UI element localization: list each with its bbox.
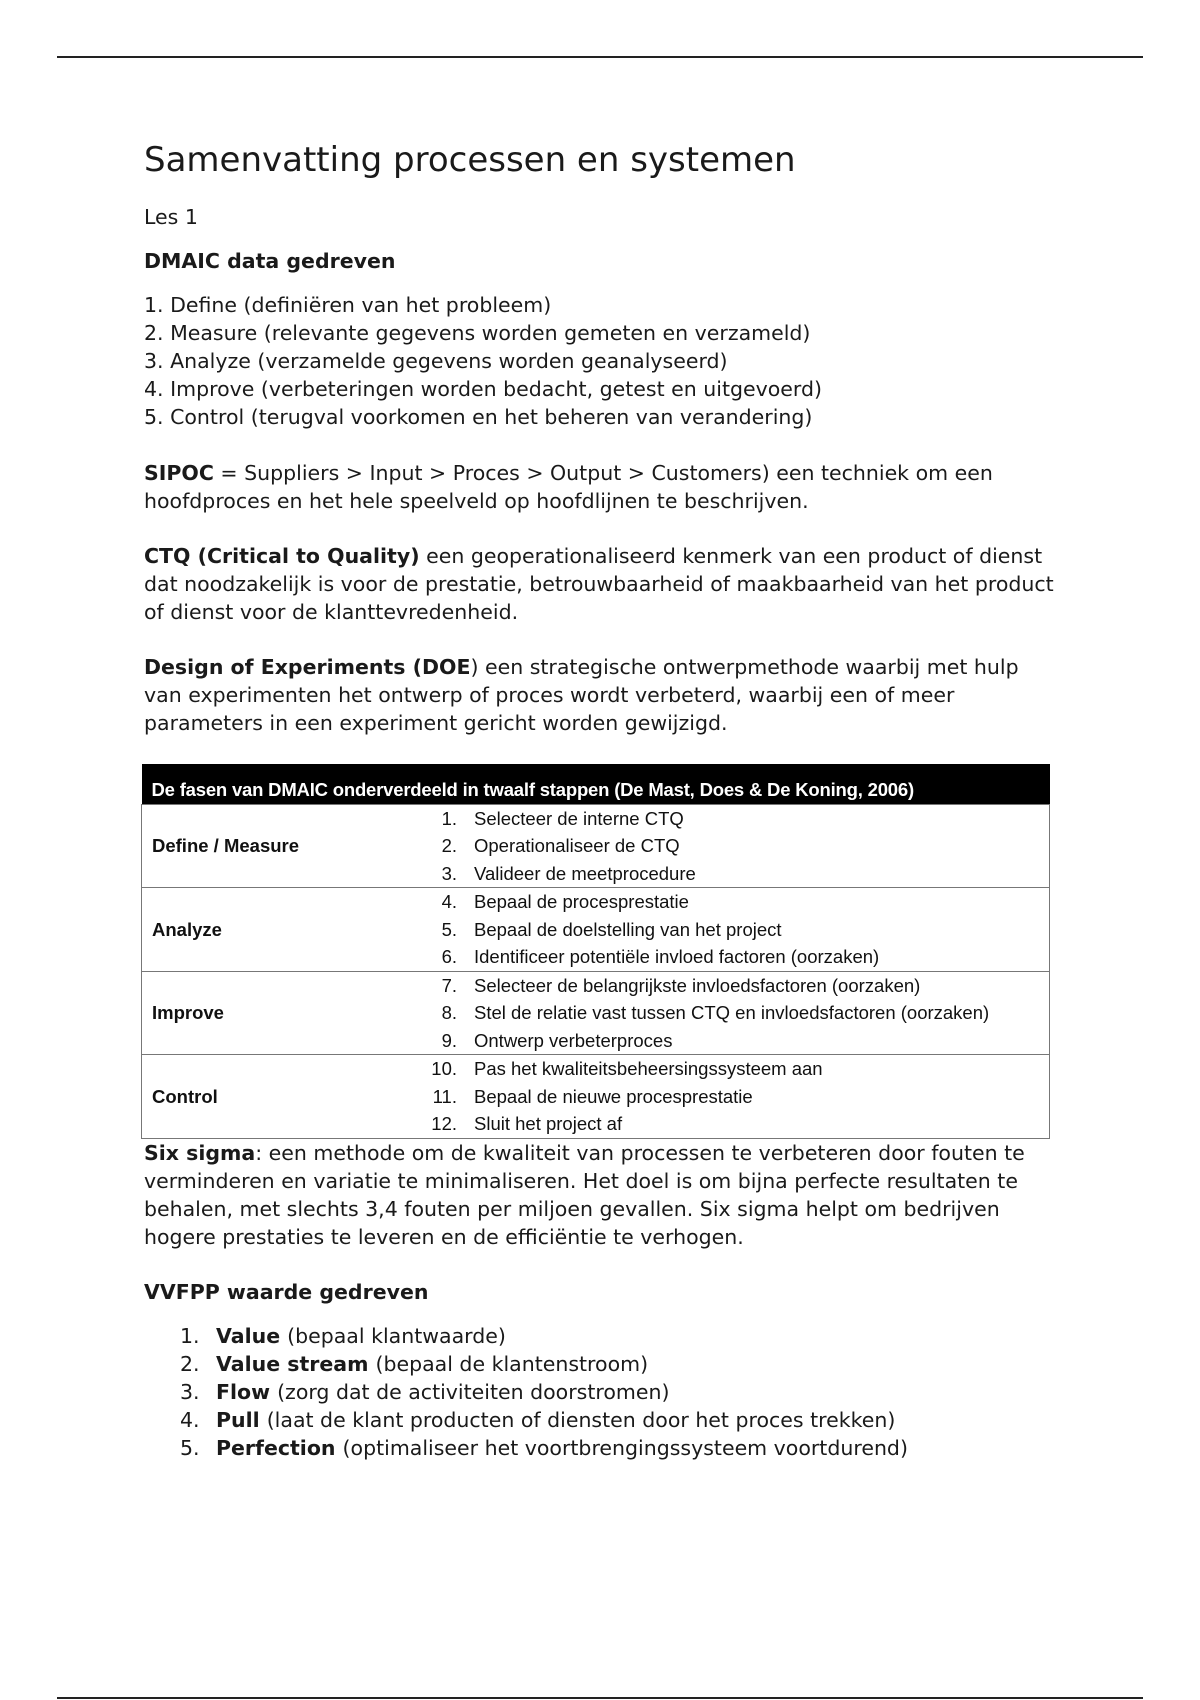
step-number: 6. [441,946,457,968]
step-number: 3. [441,862,457,884]
doe-term: Design of Experiments (DOE [144,654,471,679]
step-item [423,1027,1049,1055]
list-term: Perfection [216,1435,336,1460]
step-item [423,916,1049,944]
list-text: (zorg dat de activiteiten doorstromen) [277,1379,670,1404]
phase-cell: Control [142,1055,424,1139]
step-item [423,1055,1049,1083]
ctq-paragraph [144,542,1054,626]
list-item [144,1322,1054,1350]
list-number: 3. [180,1379,200,1404]
phase-cell: Analyze [142,888,424,972]
step-number: 12. [431,1113,457,1135]
dmaic-phases-table [141,764,1050,1139]
list-item: 3. Analyze (verzamelde gegevens worden geanalyseerd) [144,348,728,373]
list-number: 4. [180,1407,200,1432]
vvfpp-heading: VVFPP waarde gedreven [144,1279,429,1304]
steps-cell [423,804,1050,888]
table-row [142,888,1050,972]
step-number: 11. [432,1085,457,1107]
dmaic-heading: DMAIC data gedreven [144,248,396,273]
step-number: 7. [441,974,457,996]
list-term: Pull [216,1407,260,1432]
list-item [144,1434,1054,1462]
six-sigma-text: : een methode om de kwaliteit van processen te verbeteren door fouten te verminderen en variatie te minimaliseren. Het doel is om bijna perfecte resultaten te behalen, met slechts 3,4 fouten per miljoen gevallen. Six sigma helpt om bedrijven hogere prestaties te leveren en de efficiëntie te verhogen. [144,1140,1025,1249]
steps-cell [423,1055,1050,1139]
step-item [423,860,1049,888]
list-term: Value [216,1323,281,1348]
step-text: Bepaal de nieuwe procesprestatie [474,1085,753,1107]
list-item [144,1378,1054,1406]
step-item [423,832,1049,860]
step-number: 1. [441,807,457,829]
step-text: Bepaal de procesprestatie [474,891,689,913]
table-row [142,804,1050,888]
step-text: Valideer de meetprocedure [474,862,696,884]
lesson-label: Les 1 [144,204,198,229]
phase-cell: Define / Measure [142,804,424,888]
step-text: Selecteer de belangrijkste invloedsfactoren (oorzaken) [474,974,921,996]
list-item: 2. Measure (relevante gegevens worden gemeten en verzameld) [144,320,811,345]
doe-paragraph [144,653,1054,737]
step-text: Ontwerp verbeterproces [474,1029,673,1051]
document-title: Samenvatting processen en systemen [144,140,796,180]
step-item [423,999,1049,1027]
list-text: (bepaal de klantenstroom) [375,1351,649,1376]
step-text: Pas het kwaliteitsbeheersingssysteem aan [474,1058,823,1080]
dmaic-list [144,291,1054,431]
list-item [144,1350,1054,1378]
step-text: Identificeer potentiële invloed factoren (oorzaken) [474,946,880,968]
step-text: Sluit het project af [474,1113,623,1135]
table-row [142,971,1050,1055]
step-text: Selecteer de interne CTQ [474,807,684,829]
step-number: 2. [441,835,457,857]
list-item: 4. Improve (verbeteringen worden bedacht, getest en uitgevoerd) [144,376,822,401]
ctq-text: een geoperationaliseerd kenmerk van een product of dienst dat noodzakelijk is voor de prestatie, betrouwbaarheid of maakbaarheid van het product of dienst voor de klanttevredenheid. [144,543,1054,624]
step-item [423,943,1049,971]
bottom-rule [57,1697,1143,1699]
step-item [423,1110,1049,1138]
table-header: De fasen van DMAIC onderverdeeld in twaalf stappen (De Mast, Does & De Koning, 2006) [142,764,1050,805]
step-number: 10. [431,1058,457,1080]
six-sigma-term: Six sigma [144,1140,256,1165]
list-text: (optimaliseer het voortbrengingssysteem voortdurend) [342,1435,908,1460]
vvfpp-list [144,1322,1054,1462]
step-item [423,972,1049,1000]
doe-text: ) een strategische ontwerpmethode waarbij met hulp van experimenten het ontwerp of proces wordt verbeterd, waarbij een of meer parameters in een experiment gericht worden gewijzigd. [144,654,1019,735]
list-number: 5. [180,1435,200,1460]
step-number: 4. [441,891,457,913]
six-sigma-paragraph [144,1139,1054,1251]
list-number: 1. [180,1323,200,1348]
step-item [423,805,1049,833]
list-item: 5. Control (terugval voorkomen en het beheren van verandering) [144,404,813,429]
steps-cell [423,971,1050,1055]
list-term: Flow [216,1379,271,1404]
top-rule [57,56,1143,58]
step-text: Stel de relatie vast tussen CTQ en invloedsfactoren (oorzaken) [474,1002,990,1024]
steps-cell [423,888,1050,972]
sipoc-paragraph [144,459,1054,515]
document-body [144,140,1054,1462]
step-item [423,888,1049,916]
list-text: (laat de klant producten of diensten door het proces trekken) [266,1407,896,1432]
sipoc-term: SIPOC [144,460,214,485]
step-text: Bepaal de doelstelling van het project [474,918,782,940]
list-number: 2. [180,1351,200,1376]
step-number: 8. [441,1002,457,1024]
step-item [423,1083,1049,1111]
step-text: Operationaliseer de CTQ [474,835,680,857]
step-number: 9. [441,1029,457,1051]
table-row [142,1055,1050,1139]
ctq-term: CTQ (Critical to Quality) [144,543,420,568]
sipoc-text: = Suppliers > Input > Proces > Output > Customers) een techniek om een hoofdproces en het hele speelveld op hoofdlijnen te beschrijven. [144,460,993,513]
list-item: 1. Define (definiëren van het probleem) [144,292,552,317]
list-term: Value stream [216,1351,369,1376]
list-text: (bepaal klantwaarde) [287,1323,506,1348]
phase-cell: Improve [142,971,424,1055]
step-number: 5. [441,918,457,940]
list-item [144,1406,1054,1434]
